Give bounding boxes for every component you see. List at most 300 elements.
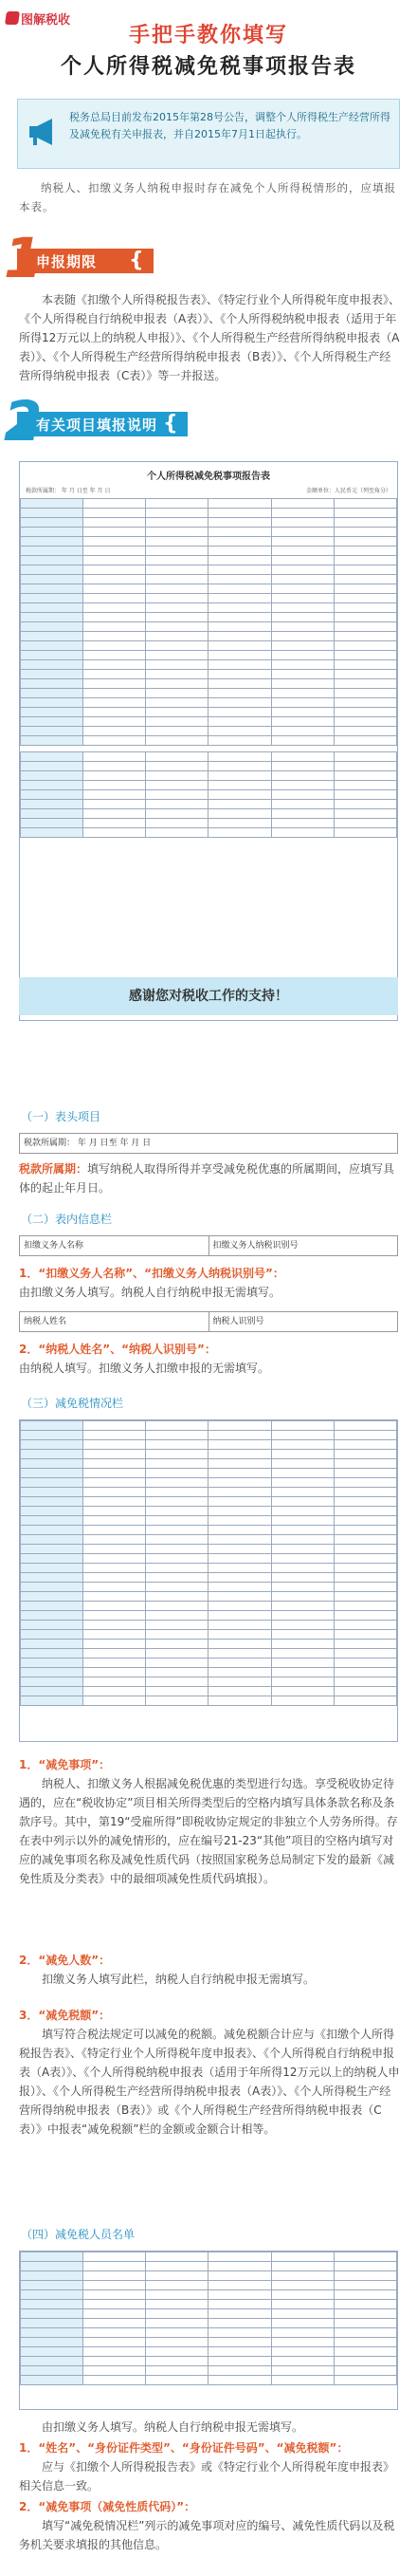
intro-text: 纳税人、扣缴义务人纳税申报时存在减免个人所得税情形的，应填报本表。 [19, 181, 396, 213]
form-cell [146, 641, 208, 651]
reduce-cell [21, 1687, 83, 1696]
reduce-row [21, 1696, 397, 1706]
reduce-row [21, 1640, 397, 1649]
form-cell [83, 565, 146, 575]
reduce-cell [271, 1659, 334, 1668]
reduce-row [21, 1677, 397, 1687]
form-namelist-cell [271, 790, 334, 800]
form-cell [83, 641, 146, 651]
form-namelist-cell [83, 752, 146, 762]
form-row [21, 670, 397, 679]
form-cell [271, 584, 334, 594]
reduce-cell [271, 1507, 334, 1516]
reduce-cell [271, 1545, 334, 1554]
reduce-cell [208, 1450, 271, 1459]
form-cell [334, 556, 396, 565]
form-cell [146, 622, 208, 632]
reduce-item-2 [19, 1951, 402, 1989]
namelist-cell [208, 2319, 271, 2328]
reduce-cell [334, 1421, 396, 1431]
form-cell [21, 641, 83, 651]
form-namelist-cell [271, 771, 334, 781]
form-cell [83, 584, 146, 594]
form-row [21, 708, 397, 717]
form-cell [208, 670, 271, 679]
namelist-row [21, 2290, 397, 2300]
form-namelist-cell [208, 819, 271, 828]
reduce-cell [208, 1516, 271, 1526]
namelist-cell [83, 2271, 146, 2281]
form-row [21, 622, 397, 632]
form-namelist-cell [146, 771, 208, 781]
namelist-cell [208, 2281, 271, 2290]
reduce-cell [83, 1640, 146, 1649]
namelist-cell [21, 2319, 83, 2328]
reduce-cell [21, 1696, 83, 1706]
form-namelist-cell [271, 809, 334, 819]
namelist-row [21, 2281, 397, 2290]
reduce-cell [83, 1469, 146, 1478]
reduce-cell [83, 1602, 146, 1611]
reduce-cell [334, 1677, 396, 1687]
reduce-cell [21, 1621, 83, 1630]
reduce-row [21, 1535, 397, 1545]
form-cell [146, 698, 208, 708]
reduce-cell [146, 1478, 208, 1488]
reduce-cell [83, 1497, 146, 1507]
form-cell [21, 613, 83, 622]
reduce-cell [21, 1592, 83, 1602]
reduce-item-3 [19, 2006, 402, 2139]
reduce-cell [271, 1488, 334, 1497]
reduce-row [21, 1450, 397, 1459]
form-namelist-cell [146, 828, 208, 838]
reduce-cell [146, 1630, 208, 1640]
reduce-cell [334, 1630, 396, 1640]
namelist-row [21, 2300, 397, 2309]
form-namelist-cell [83, 809, 146, 819]
notice-text: 税务总局目前发布2015年第28号公告，调整个人所得税生产经营所得及减免税有关申报表，并自2015年7月1日起执行。 [69, 111, 390, 140]
form-cell [146, 537, 208, 547]
reduce-cell [271, 1640, 334, 1649]
reduce-cell [208, 1668, 271, 1677]
reduce-cell [146, 1516, 208, 1526]
namelist-cell [83, 2357, 146, 2366]
reduce-row [21, 1611, 397, 1621]
form-namelist-cell [334, 771, 396, 781]
sub1-lead: 税款所属期： [19, 1162, 88, 1176]
reduce-row [21, 1630, 397, 1640]
reduce-cell [21, 1431, 83, 1440]
form-namelist-cell [83, 771, 146, 781]
reduce-row [21, 1459, 397, 1469]
namelist-cell [21, 2328, 83, 2338]
form-cell [21, 708, 83, 717]
form-namelist-cell [271, 752, 334, 762]
reduce-cell [21, 1583, 83, 1592]
form-cell [83, 717, 146, 727]
form-cell [146, 689, 208, 698]
namelist-cell [21, 2309, 83, 2319]
reduce-item-2-body: 扣缴义务人填写此栏，纳税人自行纳税申报无需填写。 [42, 1973, 316, 1986]
form-namelist-cell [83, 781, 146, 790]
name-item-1 [19, 2438, 402, 2495]
reduce-cell [334, 1573, 396, 1583]
form-cell [334, 537, 396, 547]
form-namelist-cell [271, 828, 334, 838]
form-cell [146, 613, 208, 622]
reduce-cell [146, 1459, 208, 1469]
reduce-cell [271, 1687, 334, 1696]
header-line2: 个人所得税减免税事项报告表 [60, 54, 356, 79]
namelist-cell [83, 2319, 146, 2328]
reduce-cell [146, 1545, 208, 1554]
form-cell [208, 622, 271, 632]
form-cell [334, 594, 396, 603]
namelist-cell [271, 2271, 334, 2281]
namelist-cell [208, 2328, 271, 2338]
withholder-id-cell: 扣缴义务人纳税识别号 [212, 1241, 299, 1251]
reduce-cell [83, 1630, 146, 1640]
form-cell [271, 708, 334, 717]
namelist-cell [83, 2300, 146, 2309]
form-namelist-cell [334, 819, 396, 828]
form-cell [271, 537, 334, 547]
namelist-cell [334, 2319, 396, 2328]
form-cell [21, 537, 83, 547]
reduce-cell [208, 1583, 271, 1592]
namelist-cell [83, 2347, 146, 2357]
form-cell [83, 537, 146, 547]
form-cell [21, 689, 83, 698]
form-cell [208, 651, 271, 660]
form-cell [146, 670, 208, 679]
reduce-cell [21, 1535, 83, 1545]
taxpayer-box [19, 1311, 398, 1332]
form-namelist-cell [21, 800, 83, 809]
form-row [21, 632, 397, 641]
form-cell [208, 660, 271, 670]
reduce-cell [83, 1677, 146, 1687]
reduce-cell [83, 1696, 146, 1706]
thanks-banner: 感谢您对税收工作的支持！ [19, 977, 398, 1015]
form-cell [83, 575, 146, 584]
form-cell [21, 556, 83, 565]
reduce-row [21, 1583, 397, 1592]
form-namelist-cell [21, 781, 83, 790]
reduce-cell [334, 1516, 396, 1526]
namelist-cell [208, 2300, 271, 2309]
form-namelist-cell [334, 752, 396, 762]
namelist-cell [208, 2347, 271, 2357]
reduce-cell [334, 1649, 396, 1659]
reduce-grid [20, 1420, 397, 1706]
form-cell [83, 547, 146, 556]
form-cell [208, 565, 271, 575]
namelist-row [21, 2252, 397, 2262]
namelist-cell [334, 2300, 396, 2309]
form-cell [146, 660, 208, 670]
form-cell [334, 622, 396, 632]
form-cell [334, 565, 396, 575]
reduce-row [21, 1421, 397, 1431]
form-cell [83, 622, 146, 632]
reduce-cell [208, 1621, 271, 1630]
form-namelist-cell [146, 781, 208, 790]
form-cell [334, 603, 396, 613]
reduce-cell [146, 1564, 208, 1573]
namelist-cell [334, 2271, 396, 2281]
info-item-1-lead: 1．“扣缴义务人名称”、“扣缴义务人纳税识别号”： [19, 1267, 284, 1280]
form-cell [21, 651, 83, 660]
form-cell [21, 717, 83, 727]
namelist-cell [208, 2290, 271, 2300]
reduce-cell [334, 1602, 396, 1611]
reduce-cell [271, 1630, 334, 1640]
form-cell [83, 689, 146, 698]
form-cell [83, 660, 146, 670]
sub1-body: 填写纳税人取得所得并享受减免税优惠的所属期间，应填写具体的起止年月日。 [19, 1162, 395, 1195]
reduce-cell [21, 1573, 83, 1583]
reduce-cell [21, 1668, 83, 1677]
form-row [21, 594, 397, 603]
form-namelist-cell [21, 762, 83, 771]
form-cell [208, 556, 271, 565]
reduce-cell [334, 1668, 396, 1677]
form-cell [21, 603, 83, 613]
form-cell [208, 632, 271, 641]
reduce-table [19, 1419, 398, 1742]
reduce-cell [271, 1450, 334, 1459]
reduce-cell [83, 1668, 146, 1677]
reduce-cell [334, 1440, 396, 1450]
reduce-cell [146, 1469, 208, 1478]
form-row [21, 689, 397, 698]
reduce-cell [208, 1649, 271, 1659]
namelist-row [21, 2309, 397, 2319]
namelist-cell [208, 2252, 271, 2262]
namelist-cell [334, 2376, 396, 2385]
form-cell [334, 651, 396, 660]
reduce-cell [208, 1440, 271, 1450]
form-row [21, 660, 397, 670]
reduce-cell [146, 1583, 208, 1592]
namelist-cell [146, 2271, 208, 2281]
form-namelist-cell [146, 752, 208, 762]
reduce-cell [146, 1450, 208, 1459]
report-form [19, 461, 398, 1021]
form-cell [21, 632, 83, 641]
reduce-cell [21, 1545, 83, 1554]
reduce-cell [208, 1469, 271, 1478]
form-namelist-cell [21, 809, 83, 819]
form-cell [146, 528, 208, 537]
section1-number: 1 [4, 226, 43, 290]
name-item-1-lead: 1．“姓名”、“身份证件类型”、“身份证件号码”、“减免税额”： [19, 2441, 349, 2455]
form-namelist-cell [334, 790, 396, 800]
form-namelist-cell [271, 819, 334, 828]
form-cell [146, 565, 208, 575]
namelist-cell [83, 2338, 146, 2347]
reduce-cell [146, 1677, 208, 1687]
reduce-cell [21, 1554, 83, 1564]
form-cell [334, 575, 396, 584]
form-cell [271, 670, 334, 679]
period-box [19, 1133, 398, 1154]
form-cell [83, 528, 146, 537]
form-cell [271, 499, 334, 509]
reduce-cell [21, 1478, 83, 1488]
reduce-cell [146, 1592, 208, 1602]
namelist-cell [334, 2366, 396, 2376]
reduce-cell [21, 1450, 83, 1459]
sub4-label: （四）减免税人员名单 [21, 2228, 136, 2241]
form-cell [334, 509, 396, 518]
form-cell [271, 575, 334, 584]
form-cell [208, 584, 271, 594]
form-namelist-cell [208, 762, 271, 771]
reduce-cell [271, 1469, 334, 1478]
namelist-cell [21, 2281, 83, 2290]
sub1-label: （一）表头项目 [21, 1110, 101, 1123]
reduce-cell [271, 1668, 334, 1677]
form-cell [208, 509, 271, 518]
form-namelist-cell [146, 809, 208, 819]
namelist-cell [208, 2338, 271, 2347]
namelist-cell [83, 2290, 146, 2300]
form-cell [146, 556, 208, 565]
form-namelist-row [21, 800, 397, 809]
form-period: 税款所属期： 年 月 日至 年 月 日 [26, 488, 111, 494]
form-namelist-row [21, 771, 397, 781]
form-cell [83, 499, 146, 509]
form-namelist-cell [83, 762, 146, 771]
namelist-cell [271, 2281, 334, 2290]
form-meta [20, 482, 397, 498]
form-namelist-cell [208, 809, 271, 819]
form-cell [271, 518, 334, 528]
namelist-cell [146, 2319, 208, 2328]
reduce-row [21, 1469, 397, 1478]
reduce-cell [271, 1526, 334, 1535]
reduce-row [21, 1478, 397, 1488]
form-namelist-cell [21, 752, 83, 762]
reduce-cell [83, 1421, 146, 1431]
form-namelist-cell [334, 800, 396, 809]
namelist-cell [21, 2271, 83, 2281]
sub4-heading [21, 2226, 135, 2242]
reduce-cell [21, 1488, 83, 1497]
form-row [21, 651, 397, 660]
reduce-cell [334, 1640, 396, 1649]
form-namelist-cell [146, 800, 208, 809]
form-cell [334, 679, 396, 689]
form-cell [271, 632, 334, 641]
reduce-cell [271, 1554, 334, 1564]
reduce-cell [83, 1507, 146, 1516]
form-row [21, 717, 397, 727]
namelist-cell [83, 2262, 146, 2271]
form-cell [334, 641, 396, 651]
form-cell [146, 717, 208, 727]
reduce-row [21, 1488, 397, 1497]
reduce-cell [271, 1677, 334, 1687]
reduce-cell [208, 1488, 271, 1497]
namelist-cell [271, 2309, 334, 2319]
form-cell [83, 594, 146, 603]
reduce-cell [83, 1535, 146, 1545]
form-cell [83, 698, 146, 708]
reduce-cell [208, 1677, 271, 1687]
form-cell [208, 594, 271, 603]
form-row [21, 736, 397, 746]
namelist-cell [21, 2366, 83, 2376]
megaphone-icon [26, 115, 60, 149]
namelist-cell [83, 2376, 146, 2385]
form-cell [21, 518, 83, 528]
section1-banner [0, 228, 417, 288]
reduce-cell [21, 1630, 83, 1640]
reduce-cell [334, 1431, 396, 1440]
reduce-cell [334, 1592, 396, 1602]
form-cell [146, 679, 208, 689]
form-namelist-cell [21, 819, 83, 828]
form-cell [271, 660, 334, 670]
form-cell [271, 689, 334, 698]
form-cell [208, 689, 271, 698]
reduce-cell [146, 1488, 208, 1497]
form-cell [21, 499, 83, 509]
reduce-cell [271, 1421, 334, 1431]
form-row [21, 679, 397, 689]
reduce-cell [21, 1659, 83, 1668]
reduce-cell [83, 1440, 146, 1450]
form-row [21, 727, 397, 736]
form-cell [21, 594, 83, 603]
namelist-cell [146, 2338, 208, 2347]
reduce-cell [83, 1659, 146, 1668]
form-cell [334, 632, 396, 641]
namelist-cell [21, 2290, 83, 2300]
reduce-cell [83, 1488, 146, 1497]
form-cell [83, 736, 146, 746]
reduce-cell [208, 1696, 271, 1706]
reduce-item-3-body: 填写符合税法规定可以减免的税额。减免税额合计应与《扣缴个人所得税报告表》、《特定行业个人所得税年度申报表》、《个人所得税自行纳税申报表（A表）》、《个人所得税纳税申报表（适用于年所得12万元以上的纳税人申报）》、《个人所得税生产经营所得纳税申报表（A表）》、《个人所得税生产经营所得纳税申报表（B表）》或《个人所得税生产经营所得纳税申报表（C表）》中报表“减免税额”栏的金额或金额合计相等。 [19, 2028, 400, 2136]
reduce-row [21, 1687, 397, 1696]
form-cell [83, 670, 146, 679]
form-cell [334, 698, 396, 708]
reduce-cell [83, 1611, 146, 1621]
header-line1: 手把手教你填写 [128, 23, 288, 47]
reduce-row [21, 1507, 397, 1516]
reduce-cell [271, 1573, 334, 1583]
reduce-cell [271, 1497, 334, 1507]
reduce-cell [21, 1440, 83, 1450]
reduce-row [21, 1564, 397, 1573]
namelist-row [21, 2366, 397, 2376]
withholder-box [19, 1235, 398, 1256]
form-row [21, 698, 397, 708]
form-namelist-row [21, 790, 397, 800]
namelist-cell [146, 2281, 208, 2290]
form-cell [271, 613, 334, 622]
reduce-cell [146, 1659, 208, 1668]
form-cell [21, 575, 83, 584]
form-namelist-cell [21, 790, 83, 800]
form-namelist-cell [21, 828, 83, 838]
reduce-cell [271, 1478, 334, 1488]
reduce-cell [146, 1611, 208, 1621]
